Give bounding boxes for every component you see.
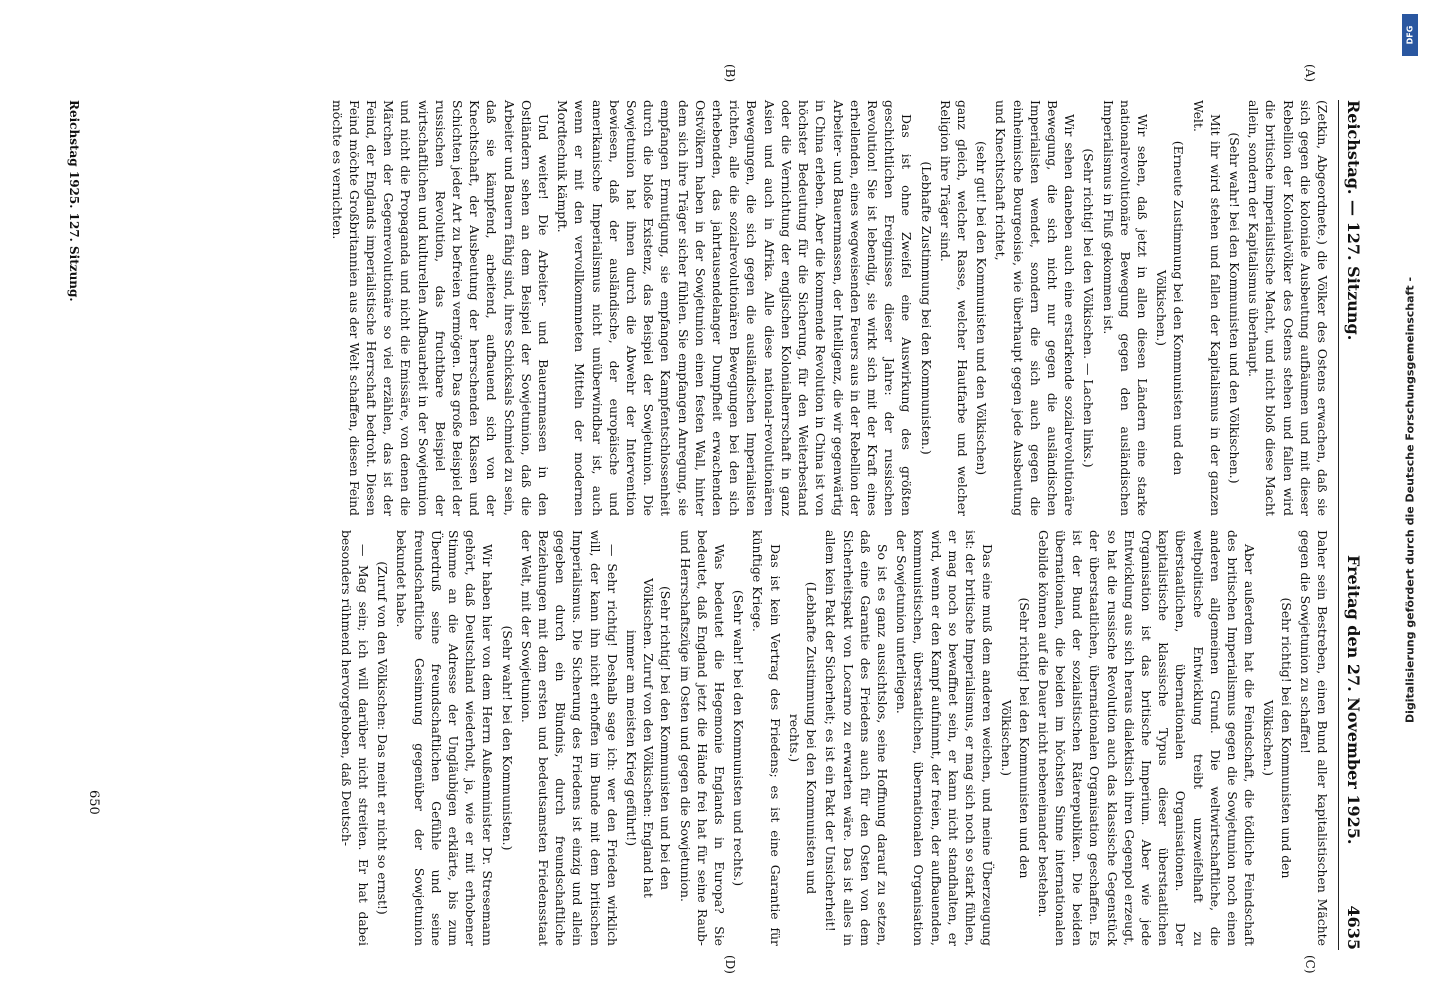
interjection-note: (Sehr richtig! bei den Kommunisten und den Völkischen.) [1261,597,1294,879]
digitization-credit-text: Digitalisierung gefördert durch die Deutsche Forschungsgemeinschaft - [1403,276,1417,724]
speech-paragraph: Das eine muß dem anderen weichen, und meine Überzeugung ist: der britische Imperialismus, er mag sich noch so stark fühlen, er mag noch so bewaffnet sein, er kann nicht standhalten, er wird, wenn er den Kampf aufnimmt, der freien, der aufbauenden, kommunistischen, überstaatlichen, übernationalen Organisation der Sowjetunion unterliegen. [894,530,996,946]
dfg-logo-icon: DFG [1402,14,1418,56]
speech-paragraph: — Sehr richtig! Deshalb sage ich: wer den Frieden wirklich will, der kann ihn nicht erhoffen im Bunde mit dem britischen Imperialismus. Die Sicherung des Friedens ist einzig und allein gegeben durch ein Bündnis, durch freundschaftliche Beziehungen mit dem ersten und bedeutsamsten Friedensstaat der Welt, mit der Sowjetunion. [518,530,620,946]
interjection-note: (Sehr wahr! bei den Kommunisten.) [499,625,515,851]
interjection-note: (Sehr wahr! bei den Kommunisten und den Völkischen.) [1226,132,1242,484]
speech-paragraph: Was bedeutet die Hegemonie Englands in Europa? Sie bedeutet, daß England jetzt die Hände frei hat für seine Raub- und Herrschaftszüge im Osten und gegen die Sowjetunion. [677,530,728,946]
margin-marker-d: (D) [723,955,737,974]
interjection-note: (Lebhafte Zustimmung bei den Kommunisten und rechts.) [786,581,820,895]
interjection-note: (Lebhafte Zustimmung bei den Kommunisten.) [918,161,934,455]
interjection-note: (Sehr richtig! bei den Völkischen. — Lachen links.) [1081,148,1097,468]
interjection-note: (Zuruf von den Völkischen: Das meint er nicht so ernst!) [375,561,391,915]
header-date: Freitag den 27. November 1925. [1344,555,1363,845]
page-footer: Reichstag 1925. 127. Sitzung. [67,100,81,302]
right-text-column [336,530,1331,946]
page-header [1338,100,1373,950]
interjection-note: (sehr gut! bei den Kommunisten und den Völkischen) [974,140,990,476]
speech-paragraph: — Mag sein; ich will darüber nicht streiten. Er hat dabei besonders rühmend hervorgehoben, daß Deutsch- [338,530,372,946]
interjection-note: (Sehr richtig! bei den Kommunisten und den Völkischen.) [999,597,1032,879]
interjection-note: (Sehr wahr! bei den Kommunisten und rechts.) [731,589,747,887]
speech-paragraph: Daher sein Bestreben, einen Bund aller kapitalistischen Mächte gegen die Sowjetunion zu schaffen! [1297,530,1330,946]
margin-marker-c: (C) [1303,955,1317,974]
speech-paragraph: Mit ihr wird stehen und fallen der Kapitalismus in der ganzen Welt. [1190,100,1223,516]
speech-paragraph: Wir sehen, daß jetzt in allen diesen Ländern eine starke nationalrevolutionäre Bewegung gegen den ausländischen Imperialismus in Fluß gekommen ist. [1100,100,1150,516]
margin-marker-a: (A) [1303,64,1317,83]
speech-paragraph: ganz gleich, welcher Rasse, welcher Hautfarbe und welcher Religion ihre Träger sind. [937,100,970,516]
speech-paragraph: Das ist ohne Zweifel eine Auswirkung des größten geschichtlichen Ereignisses dieser Jahre: der russischen Revolution! Sie ist lebendig, sie wirkt sich mit der Kraft eines erhellenden, eines wegweisenden Feuers aus in der Rebellion der Arbeiter- und Bauernmassen, der Intelligenz, die wir gegenwärtig in China erleben. Aber die kommende Revolution in China ist von höchster Bedeutung für die Sicherung, für den Weiterbestand oder die Vernichtung der englischen Kolonialherrschaft in ganz Asien und auch in Afrika. Alle diese national-revolutionären Bewegungen, die sich gegen die ausländischen Imperialisten richten, alle die sozialrevolutionären Bewegungen bei den sich erhebenden, das jahrtausendelanger Dumpfheit erwachenden Ostvölkern haben in der Sowjetunion einen festen Wall, hinter dem sich ihre Träger sicher fühlen. Sie empfangen Anregung, sie empfangen Ermutigung, sie empfangen Kampfentschlossenheit durch die bloße Existenz, das Beispiel der Sowjetunion. Die Sowjetunion hat ihnen durch die Abwehr der Intervention bewiesen, daß der ausländische, der europäische und amerikanische Imperialismus nicht unüberwindbar ist, auch wenn er mit den vervollkommneten Mitteln der modernen Mordtechnik kämpft. [555,100,915,516]
speech-paragraph: So ist es ganz aussichtslos, seine Hoffnung darauf zu setzen, daß eine Garantie des Friedens auch für den Osten von dem Sicherheitspakt von Locarno zu erwarten wäre. Das ist alles in allem kein Pakt der Sicherheit; es ist ein Pakt der Unsicherheit! [823,530,890,946]
digitization-credit [1395,10,1425,990]
speech-paragraph: Wir sehen daneben auch eine erstarkende sozialrevolutionäre Bewegung, die sich nicht nur gegen die ausländischen Imperialisten wendet, sondern die sich auch gegen die einheimische Bourgeoisie, wie überhaupt gegen jede Ausbeutung und Knechtschaft richtet, [993,100,1078,516]
speech-paragraph: Aber außerdem hat die Feindschaft, die tödliche Feindschaft des britischen Imperialismus gegen die Sowjetunion noch einen anderen allgemeinen Grund. Die weltwirtschaftliche, die weltpolitische Entwicklung treibt unzweifelhaft zu überstaatlichen, übernationalen Organisationen. Der kapitalistische klassische Typus dieser überstaatlichen Organisation ist das britische Imperium. Aber wie jede Entwicklung aus sich heraus dialektisch ihren Gegenpol erzeugt, so hat die russische Revolution auch das klassische Gegenstück der überstaatlichen, übernationalen Organisation geschaffen. Es ist der Bund der sozialistischen Räterepubliken. Die beiden übernationalen, die beiden im höchsten Sinne internationalen Gebilde können auf die Dauer nicht nebeneinander bestehen. [1035,530,1258,946]
speech-paragraph: Wir haben hier von dem Herrn Außenminister Dr. Stresemann gehört, daß Deutschland wiederholt, ja, wie er mit erhobener Stimme an die Adresse der Ungläubigen erklärte, bis zum Überdruß seine freundschaftlichen Gefühle und seine freundschaftliche Gesinnung gegenüber der Sowjetunion bekundet habe. [394,530,496,946]
rotated-document-page [57,30,1377,974]
speech-paragraph: Das ist kein Vertrag des Friedens; es ist eine Garantie für künftige Kriege. [750,530,783,946]
header-page-number: 4635 [1344,905,1363,950]
speech-paragraph: (Zetkin, Abgeordnete.) die Völker des Ostens erwachen, daß sie sich gegen die koloniale Ausbeutung aufbäumen und mit dieser Rebellion der Kolonialvölker des Ostens stehen und fallen wird die britische imperialistische Macht, und nicht bloß diese Macht allein, sondern der Kapitalismus überhaupt. [1246,100,1330,516]
interjection-note: (Sehr richtig! bei den Kommunisten und bei den Völkischen. Zuruf von den Völkischen: England hat immer am meisten Krieg geführt!) [624,578,674,898]
speech-paragraph: Und weiter! Die Arbeiter- und Bauernmassen in den Ostländern sehen an dem Beispiel der Sowjetunion, daß die Arbeiter und Bauern fähig sind, ihres Schicksals Schmied zu sein, daß sie kämpfend, arbeitend, aufbauend sich von der Knechtschaft, der Ausbeutung der herrschenden Klassen und Schichten jeder Art zu befreien vermögen. Das große Beispiel der russischen Revolution, das fruchtbare Beispiel der wirtschaftlichen und kulturellen Aufbauarbeit in der Sowjetunion und nicht die Propaganda und nicht die Emissäre, von denen die Märchen der Gegenrevolutionäre so viel erzählen, das ist der Feind, der Englands imperialistische Herrschaft bedroht. Diesen Feind möchte Großbritannien aus der Welt schaffen, diesen Feind möchte es vernichten. [329,100,552,516]
left-text-column [326,100,1331,516]
margin-marker-b: (B) [723,64,737,83]
page-signature: 650 [86,790,101,815]
interjection-note: (Erneute Zustimmung bei den Kommunisten und den Völkischen.) [1154,140,1187,476]
header-session: Reichstag. — 127. Sitzung. [1344,100,1363,341]
